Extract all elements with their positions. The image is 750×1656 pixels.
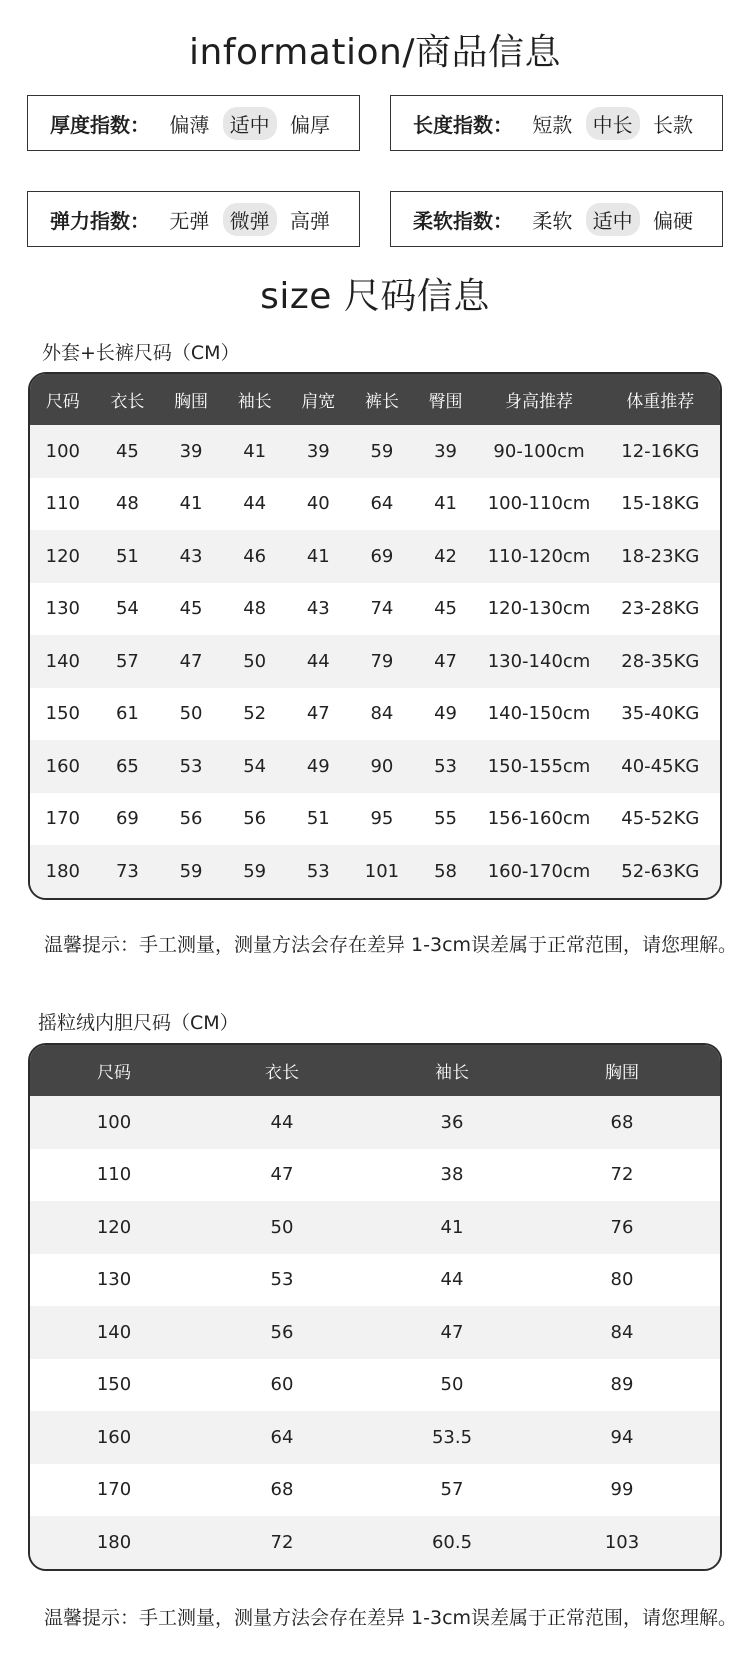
- thickness-index: [27, 95, 360, 151]
- table-cell: 150: [45, 703, 80, 725]
- table-cell: 180: [96, 1531, 132, 1553]
- table-cell: 49: [306, 755, 330, 777]
- table-cell: 56: [179, 808, 203, 830]
- softness-label: 柔软指数：: [413, 208, 513, 233]
- table-cell: 140: [96, 1321, 132, 1343]
- table-cell: 52: [243, 703, 267, 725]
- table-cell: 42: [434, 545, 458, 567]
- table-cell: 90-100cm: [493, 440, 585, 462]
- table-cell: 79: [370, 650, 394, 672]
- table-cell: 59: [370, 440, 394, 462]
- table-cell: 53: [306, 860, 330, 882]
- table-cell: 44: [270, 1111, 294, 1133]
- table-cell: 39: [179, 440, 203, 462]
- table-cell: 50: [179, 703, 203, 725]
- table-cell: 103: [604, 1531, 640, 1553]
- table-cell: 41: [434, 493, 458, 515]
- table-cell: 73: [115, 860, 139, 882]
- table-cell: 80: [610, 1269, 634, 1291]
- size-title: size 尺码信息: [260, 276, 490, 317]
- table-cell: 69: [370, 545, 394, 567]
- table-cell: 140: [45, 650, 80, 672]
- table-cell: 53: [434, 755, 458, 777]
- table-cell: 51: [115, 545, 139, 567]
- table-cell: 46: [243, 545, 267, 567]
- table-cell: 150: [96, 1374, 132, 1396]
- table-cell: 39: [306, 440, 330, 462]
- elasticity-option-none: 无弹: [169, 208, 210, 233]
- table-row: [30, 1306, 720, 1359]
- table-cell: 64: [270, 1426, 294, 1448]
- table-cell: 100-110cm: [487, 493, 591, 515]
- table2-subtitle: 摇粒绒内胆尺码（CM）: [38, 1012, 239, 1034]
- softness-index: [390, 191, 723, 247]
- table-cell: 47: [270, 1164, 294, 1186]
- table-cell: 41: [440, 1216, 464, 1238]
- table-cell: 41: [179, 493, 203, 515]
- table-row: [30, 1201, 720, 1254]
- table-row: [30, 688, 720, 741]
- table-cell: 53: [179, 755, 203, 777]
- table-cell: 44: [243, 493, 267, 515]
- elasticity-option-high: 高弹: [289, 208, 330, 233]
- table-cell: 45: [115, 440, 139, 462]
- table-cell: 35-40KG: [621, 703, 700, 725]
- table-cell: 59: [179, 860, 203, 882]
- table-cell: 150-155cm: [487, 755, 591, 777]
- table-cell: 60.5: [431, 1531, 473, 1553]
- length-index: [390, 95, 723, 151]
- table-cell: 50: [243, 650, 267, 672]
- header-cell: 袖长: [237, 392, 272, 412]
- table-cell: 53.5: [431, 1426, 473, 1448]
- table-cell: 12-16KG: [621, 440, 700, 462]
- table-cell: 65: [115, 755, 139, 777]
- length-option-long: 长款: [652, 112, 693, 137]
- softness-option-soft: 柔软: [532, 208, 573, 233]
- table-cell: 68: [610, 1111, 634, 1133]
- table-cell: 120-130cm: [487, 598, 591, 620]
- header-cell: 身高推荐: [505, 392, 574, 412]
- table-cell: 94: [610, 1426, 634, 1448]
- table-cell: 45: [434, 598, 458, 620]
- table-cell: 23-28KG: [621, 598, 700, 620]
- header-cell: 肩宽: [301, 392, 336, 412]
- table-cell: 57: [115, 650, 139, 672]
- table-row: [30, 425, 720, 478]
- thickness-label: 厚度指数：: [50, 112, 150, 137]
- header-cell: 袖长: [435, 1063, 469, 1083]
- table-cell: 47: [306, 703, 330, 725]
- table-cell: 38: [440, 1164, 464, 1186]
- table-cell: 110-120cm: [487, 545, 591, 567]
- table-cell: 101: [364, 860, 400, 882]
- header-cell: 胸围: [605, 1063, 639, 1083]
- table-row: [30, 740, 720, 793]
- table-row: [30, 1359, 720, 1412]
- table-cell: 89: [610, 1374, 634, 1396]
- table-row: [30, 1149, 720, 1202]
- table2-note: 温馨提示：手工测量，测量方法会存在差异 1-3cm误差属于正常范围，请您理解。: [44, 1607, 738, 1629]
- elasticity-option-slight: 微弹: [223, 203, 277, 236]
- table-cell: 47: [179, 650, 203, 672]
- elasticity-index: [27, 191, 360, 247]
- table-cell: 72: [270, 1531, 294, 1553]
- table-row: [30, 793, 720, 846]
- table-row: [30, 478, 720, 531]
- info-title: information/商品信息: [189, 32, 561, 73]
- table-cell: 84: [370, 703, 394, 725]
- table-cell: 120: [45, 545, 80, 567]
- length-option-medium: 中长: [586, 107, 640, 140]
- table-cell: 160: [96, 1426, 132, 1448]
- table-cell: 180: [45, 860, 80, 882]
- table-cell: 100: [45, 440, 80, 462]
- table-cell: 45: [179, 598, 203, 620]
- table-cell: 61: [115, 703, 139, 725]
- table-cell: 74: [370, 598, 394, 620]
- table-cell: 130: [45, 598, 80, 620]
- table-cell: 130: [96, 1269, 132, 1291]
- table-row: [30, 1411, 720, 1464]
- table-cell: 48: [115, 493, 139, 515]
- header-cell: 尺码: [97, 1063, 131, 1083]
- header-cell: 衣长: [265, 1063, 299, 1083]
- table-cell: 56: [243, 808, 267, 830]
- table-cell: 54: [115, 598, 139, 620]
- table-cell: 72: [610, 1164, 634, 1186]
- table-cell: 120: [96, 1216, 132, 1238]
- thickness-option-medium: 适中: [223, 107, 277, 140]
- table-cell: 41: [306, 545, 330, 567]
- table-cell: 69: [115, 808, 139, 830]
- table-cell: 99: [610, 1479, 634, 1501]
- table-cell: 110: [96, 1164, 132, 1186]
- table-cell: 84: [610, 1321, 634, 1343]
- table-cell: 45-52KG: [621, 808, 700, 830]
- table-cell: 53: [270, 1269, 294, 1291]
- table-cell: 36: [440, 1111, 464, 1133]
- header-cell: 胸围: [174, 392, 209, 412]
- table-cell: 44: [306, 650, 330, 672]
- elasticity-label: 弹力指数：: [50, 208, 150, 233]
- table-cell: 43: [179, 545, 203, 567]
- table-cell: 50: [440, 1374, 464, 1396]
- table-cell: 59: [243, 860, 267, 882]
- table-row: [30, 583, 720, 636]
- table-row: [30, 845, 720, 898]
- table-cell: 15-18KG: [621, 493, 700, 515]
- table-cell: 54: [243, 755, 267, 777]
- table-cell: 51: [306, 808, 330, 830]
- table-cell: 40: [306, 493, 330, 515]
- table-cell: 90: [370, 755, 394, 777]
- header-cell: 臀围: [428, 392, 463, 412]
- length-option-short: 短款: [532, 112, 573, 137]
- outfit-size-table: [28, 372, 722, 900]
- length-label: 长度指数：: [413, 112, 513, 137]
- table-cell: 156-160cm: [487, 808, 591, 830]
- table-cell: 130-140cm: [487, 650, 591, 672]
- table-cell: 60: [270, 1374, 294, 1396]
- table-row: [30, 1096, 720, 1149]
- table-cell: 43: [306, 598, 330, 620]
- table1-subtitle: 外套+长裤尺码（CM）: [42, 342, 240, 364]
- table-cell: 39: [434, 440, 458, 462]
- table-cell: 110: [45, 493, 80, 515]
- table-cell: 41: [243, 440, 267, 462]
- table-cell: 40-45KG: [621, 755, 700, 777]
- table-row: [30, 530, 720, 583]
- table-cell: 76: [610, 1216, 634, 1238]
- table-cell: 48: [243, 598, 267, 620]
- fleece-liner-size-table: [28, 1043, 722, 1571]
- table-cell: 28-35KG: [621, 650, 700, 672]
- table-cell: 68: [270, 1479, 294, 1501]
- table-cell: 47: [440, 1321, 464, 1343]
- thickness-option-thin: 偏薄: [169, 112, 210, 137]
- table-cell: 170: [45, 808, 80, 830]
- table-cell: 160: [45, 755, 80, 777]
- table-cell: 18-23KG: [621, 545, 700, 567]
- header-cell: 裤长: [364, 392, 399, 412]
- softness-option-medium: 适中: [586, 203, 640, 236]
- table-body: [30, 1096, 720, 1569]
- table-cell: 55: [434, 808, 458, 830]
- table-cell: 47: [434, 650, 458, 672]
- header-cell: 体重推荐: [626, 392, 695, 412]
- table-cell: 49: [434, 703, 458, 725]
- thickness-option-thick: 偏厚: [289, 112, 330, 137]
- table1-note: 温馨提示：手工测量，测量方法会存在差异 1-3cm误差属于正常范围，请您理解。: [44, 934, 738, 956]
- table-cell: 44: [440, 1269, 464, 1291]
- table-row: [30, 1464, 720, 1517]
- table-cell: 95: [370, 808, 394, 830]
- header-cell: 衣长: [110, 392, 145, 412]
- table-cell: 140-150cm: [487, 703, 591, 725]
- table-cell: 58: [434, 860, 458, 882]
- table-row: [30, 1254, 720, 1307]
- table-cell: 56: [270, 1321, 294, 1343]
- table-cell: 52-63KG: [621, 860, 700, 882]
- table-row: [30, 635, 720, 688]
- table-cell: 50: [270, 1216, 294, 1238]
- table-cell: 57: [440, 1479, 464, 1501]
- table-cell: 64: [370, 493, 394, 515]
- table-header-row: [30, 1045, 720, 1096]
- header-cell: 尺码: [45, 392, 80, 412]
- table-header-row: [30, 374, 720, 425]
- table-row: [30, 1516, 720, 1569]
- table-body: [30, 425, 720, 898]
- table-cell: 160-170cm: [487, 860, 591, 882]
- table-cell: 170: [96, 1479, 132, 1501]
- softness-option-hard: 偏硬: [652, 208, 693, 233]
- table-cell: 100: [96, 1111, 132, 1133]
